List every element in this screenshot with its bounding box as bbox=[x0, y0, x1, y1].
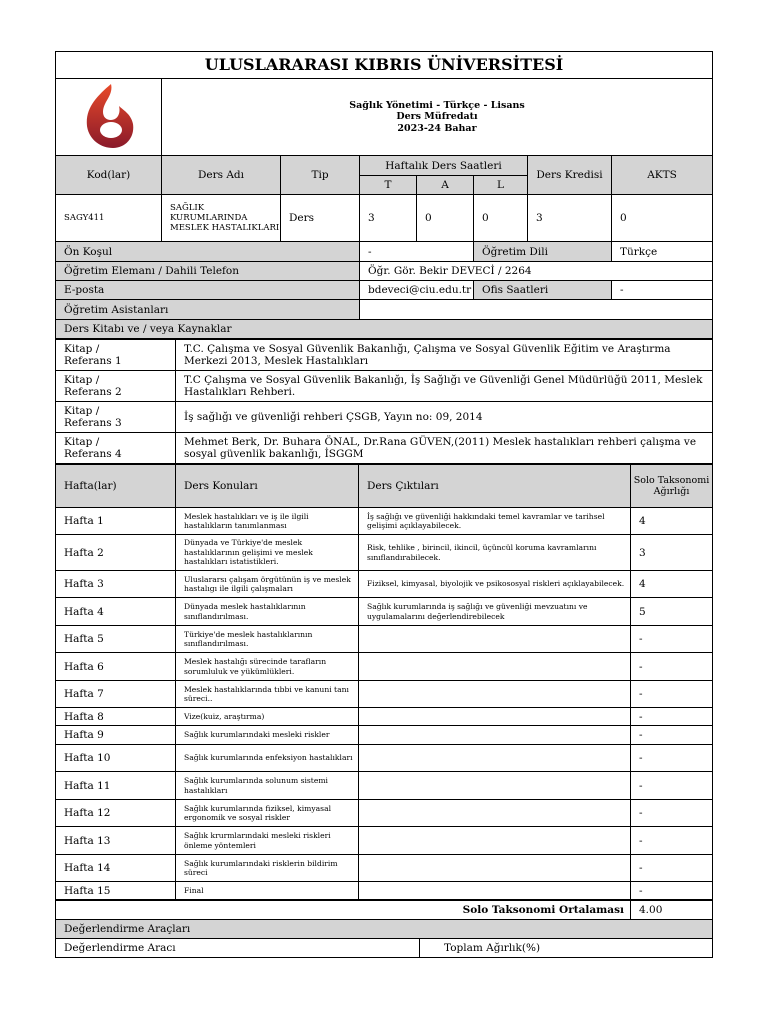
header-t: T bbox=[360, 176, 417, 195]
course-l: 0 bbox=[474, 195, 528, 242]
week-row bbox=[56, 745, 713, 772]
week-outcome: Sağlık kurumlarında iş sağlığı ve güvenliği mevzuatını ve uygulamalarını değerlendirebilecek bbox=[359, 598, 631, 626]
reference-text: T.C. Çalışma ve Sosyal Güvenlik Bakanlığı, Çalışma ve Sosyal Güvenlik Eğitim ve Araştırma Merkezi 2013, Meslek Hastalıkları bbox=[176, 340, 713, 371]
header-l: L bbox=[474, 176, 528, 195]
university-title: ULUSLARARASI KIBRIS ÜNİVERSİTESİ bbox=[56, 52, 713, 79]
assistants-label: Öğretim Asistanları bbox=[56, 300, 360, 320]
header-a: A bbox=[417, 176, 474, 195]
course-a: 0 bbox=[417, 195, 474, 242]
header-topics: Ders Konuları bbox=[176, 465, 359, 508]
program-header bbox=[162, 79, 713, 156]
week-solo: 3 bbox=[631, 535, 713, 571]
reference-label-line1: Kitap / bbox=[64, 436, 100, 448]
reference-label-line2: Referans 3 bbox=[64, 417, 122, 429]
week-topic: Meslek hastalıkları ve iş ile ilgili hastalıkların tanımlanması bbox=[176, 508, 359, 535]
week-outcome bbox=[359, 772, 631, 800]
header-akts: AKTS bbox=[612, 156, 713, 195]
week-topic: Final bbox=[176, 882, 359, 900]
week-row bbox=[56, 598, 713, 626]
week-label: Hafta 14 bbox=[56, 855, 176, 882]
week-label: Hafta 4 bbox=[56, 598, 176, 626]
header-type: Tip bbox=[281, 156, 360, 195]
week-row bbox=[56, 882, 713, 900]
week-label: Hafta 2 bbox=[56, 535, 176, 571]
week-row bbox=[56, 708, 713, 726]
email-value[interactable]: bdeveci@ciu.edu.tr bbox=[360, 281, 474, 300]
week-row bbox=[56, 571, 713, 598]
reference-label-line2: Referans 2 bbox=[64, 386, 122, 398]
reference-label bbox=[56, 340, 176, 371]
week-outcome bbox=[359, 745, 631, 772]
weekly-plan-table bbox=[55, 464, 713, 900]
reference-text: İş sağlığı ve güvenliği rehberi ÇSGB, Yayın no: 09, 2014 bbox=[176, 402, 713, 433]
reference-row bbox=[56, 371, 713, 402]
week-label: Hafta 11 bbox=[56, 772, 176, 800]
week-outcome bbox=[359, 882, 631, 900]
week-label: Hafta 1 bbox=[56, 508, 176, 535]
week-topic: Sağlık kurumlarında fiziksel, kimyasal ergonomik ve sosyal riskler bbox=[176, 800, 359, 827]
week-row bbox=[56, 827, 713, 855]
course-t: 3 bbox=[360, 195, 417, 242]
week-label: Hafta 9 bbox=[56, 726, 176, 745]
week-label: Hafta 12 bbox=[56, 800, 176, 827]
footer-table bbox=[55, 900, 713, 958]
course-code: SAGY411 bbox=[56, 195, 162, 242]
header-code: Kod(lar) bbox=[56, 156, 162, 195]
flame-logo-icon bbox=[81, 82, 137, 150]
week-topic: Meslek hastalıklarında tıbbi ve kanuni tanı süreci.. bbox=[176, 681, 359, 708]
weeks-table bbox=[55, 339, 713, 464]
week-row bbox=[56, 535, 713, 571]
assessment-tool-header: Değerlendirme Aracı bbox=[56, 939, 420, 958]
week-outcome bbox=[359, 800, 631, 827]
week-outcome bbox=[359, 855, 631, 882]
week-label: Hafta 15 bbox=[56, 882, 176, 900]
week-solo: - bbox=[631, 653, 713, 681]
week-outcome bbox=[359, 827, 631, 855]
week-row bbox=[56, 800, 713, 827]
reference-label bbox=[56, 371, 176, 402]
week-solo: - bbox=[631, 855, 713, 882]
program-name: Sağlık Yönetimi - Türkçe - Lisans bbox=[349, 99, 525, 111]
syllabus-document bbox=[55, 51, 712, 958]
course-type: Ders bbox=[281, 195, 360, 242]
week-topic: Vize(kuiz, araştırma) bbox=[176, 708, 359, 726]
week-row bbox=[56, 508, 713, 535]
week-outcome: Fiziksel, kimyasal, biyolojik ve psikososyal riskleri açıklayabilecek. bbox=[359, 571, 631, 598]
week-label: Hafta 10 bbox=[56, 745, 176, 772]
assistants-value bbox=[360, 300, 713, 320]
total-weight-header: Toplam Ağırlık(%) bbox=[420, 939, 713, 958]
reference-label bbox=[56, 433, 176, 464]
email-label: E-posta bbox=[56, 281, 360, 300]
week-label: Hafta 5 bbox=[56, 626, 176, 653]
week-row bbox=[56, 681, 713, 708]
week-solo: - bbox=[631, 745, 713, 772]
prereq-value: - bbox=[360, 242, 474, 262]
reference-label-line2: Referans 1 bbox=[64, 355, 122, 367]
header-outcomes: Ders Çıktıları bbox=[359, 465, 631, 508]
week-row bbox=[56, 653, 713, 681]
header-solo: Solo Taksonomi Ağırlığı bbox=[631, 465, 713, 508]
week-outcome bbox=[359, 726, 631, 745]
course-credit: 3 bbox=[528, 195, 612, 242]
office-hours-value: - bbox=[612, 281, 713, 300]
week-solo: - bbox=[631, 772, 713, 800]
week-outcome bbox=[359, 626, 631, 653]
reference-row bbox=[56, 340, 713, 371]
reference-label bbox=[56, 402, 176, 433]
week-row bbox=[56, 626, 713, 653]
week-solo: - bbox=[631, 708, 713, 726]
course-akts: 0 bbox=[612, 195, 713, 242]
document-type: Ders Müfredatı bbox=[396, 111, 478, 123]
week-topic: Sağlık kurumlarında solunum sistemi hastalıkları bbox=[176, 772, 359, 800]
week-topic: Meslek hastalığı sürecinde tarafların sorumluluk ve yükümlükleri. bbox=[176, 653, 359, 681]
week-topic: Sağlık kurumlarındaki mesleki riskler bbox=[176, 726, 359, 745]
week-label: Hafta 3 bbox=[56, 571, 176, 598]
week-topic: Sağlık kurumlarındaki risklerin bildirim süreci bbox=[176, 855, 359, 882]
week-outcome bbox=[359, 653, 631, 681]
week-label: Hafta 8 bbox=[56, 708, 176, 726]
week-solo: - bbox=[631, 726, 713, 745]
reference-label-line1: Kitap / bbox=[64, 343, 100, 355]
week-label: Hafta 6 bbox=[56, 653, 176, 681]
prereq-label: Ön Koşul bbox=[56, 242, 360, 262]
office-hours-label: Ofis Saatleri bbox=[474, 281, 612, 300]
week-topic: Sağlık kurumlarında enfeksiyon hastalıkları bbox=[176, 745, 359, 772]
week-outcome bbox=[359, 708, 631, 726]
week-topic: Dünyada ve Türkiye'de meslek hastalıklarının gelişimi ve meslek hastalıkları istatistikleri. bbox=[176, 535, 359, 571]
instructor-label: Öğretim Elemanı / Dahili Telefon bbox=[56, 262, 360, 281]
week-solo: 4 bbox=[631, 571, 713, 598]
reference-row bbox=[56, 402, 713, 433]
week-label: Hafta 13 bbox=[56, 827, 176, 855]
header-weekly-hours: Haftalık Ders Saatleri bbox=[360, 156, 528, 176]
week-topic: Türkiye'de meslek hastalıklarının sınıflandırılması. bbox=[176, 626, 359, 653]
week-solo: - bbox=[631, 827, 713, 855]
week-solo: 5 bbox=[631, 598, 713, 626]
header-credit: Ders Kredisi bbox=[528, 156, 612, 195]
reference-label-line1: Kitap / bbox=[64, 405, 100, 417]
week-topic: Sağlık krurmlarındaki mesleki riskleri önleme yöntemleri bbox=[176, 827, 359, 855]
week-solo: - bbox=[631, 800, 713, 827]
week-solo: - bbox=[631, 681, 713, 708]
assessment-section-header: Değerlendirme Araçları bbox=[56, 920, 713, 939]
header-weeks: Hafta(lar) bbox=[56, 465, 176, 508]
reference-text: Mehmet Berk, Dr. Buhara ÖNAL, Dr.Rana GÜVEN,(2011) Meslek hastalıkları rehberi çalışma ve sosyal güvenlik bakanlığı, İSGGM bbox=[176, 433, 713, 464]
week-solo: - bbox=[631, 626, 713, 653]
reference-text: T.C Çalışma ve Sosyal Güvenlik Bakanlığı, İş Sağlığı ve Güvenliği Genel Müdürlüğü 2011, Meslek Hastalıkları Rehberi. bbox=[176, 371, 713, 402]
language-label: Öğretim Dili bbox=[474, 242, 612, 262]
week-outcome bbox=[359, 681, 631, 708]
solo-average-label: Solo Taksonomi Ortalaması bbox=[56, 901, 631, 920]
solo-average-value: 4.00 bbox=[631, 901, 713, 920]
week-row bbox=[56, 772, 713, 800]
week-topic: Dünyada meslek hastalıklarının sınıflandırılması. bbox=[176, 598, 359, 626]
week-topic: Uluslararsı çalışam örgütünün iş ve meslek hastalıgı ile ilgili çalışmaları bbox=[176, 571, 359, 598]
week-row bbox=[56, 726, 713, 745]
week-outcome: İş sağlığı ve güvenliği hakkındaki temel kavramlar ve tarihsel gelişimi açıklayabilecek. bbox=[359, 508, 631, 535]
week-solo: - bbox=[631, 882, 713, 900]
course-name: SAĞLIK KURUMLARINDA MESLEK HASTALIKLARI bbox=[162, 195, 281, 242]
semester: 2023-24 Bahar bbox=[397, 122, 477, 134]
books-section-header: Ders Kitabı ve / veya Kaynaklar bbox=[56, 320, 713, 339]
instructor-value: Öğr. Gör. Bekir DEVECİ / 2264 bbox=[360, 262, 713, 281]
header-course-name: Ders Adı bbox=[162, 156, 281, 195]
reference-label-line1: Kitap / bbox=[64, 374, 100, 386]
university-logo bbox=[56, 79, 162, 156]
week-label: Hafta 7 bbox=[56, 681, 176, 708]
week-row bbox=[56, 855, 713, 882]
language-value: Türkçe bbox=[612, 242, 713, 262]
week-solo: 4 bbox=[631, 508, 713, 535]
syllabus-table bbox=[55, 51, 713, 339]
week-outcome: Risk, tehlike , birincil, ikincil, üçüncül koruma kavramlarını sınıflandırabilecek. bbox=[359, 535, 631, 571]
reference-label-line2: Referans 4 bbox=[64, 448, 122, 460]
reference-row bbox=[56, 433, 713, 464]
